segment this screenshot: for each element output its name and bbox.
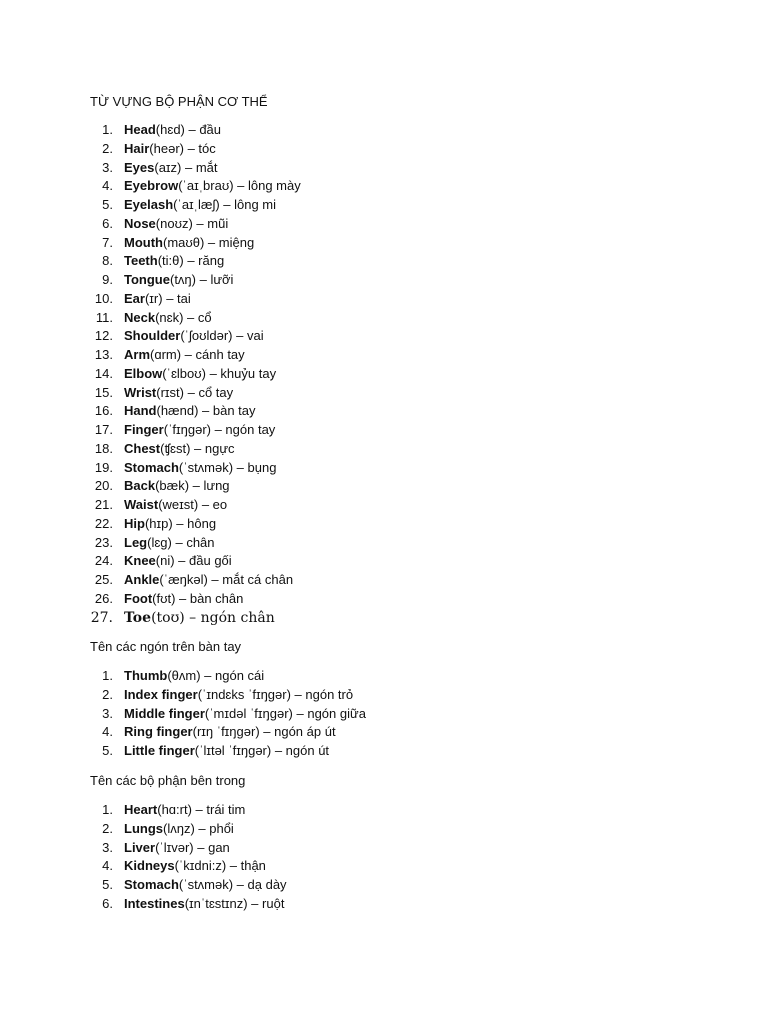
item-number: 12. — [94, 328, 113, 344]
item-term: Eyebrow — [124, 178, 179, 194]
item-definition: (tʌŋ) – lưỡi — [169, 272, 234, 287]
list-item — [0, 271, 301, 290]
item-number: 6. — [102, 895, 113, 911]
item-term: Lungs — [124, 820, 163, 836]
list-item — [0, 876, 287, 895]
list-item — [0, 515, 301, 534]
item-definition: (nɛk) – cổ — [155, 309, 212, 325]
item-term: Thumb — [124, 668, 168, 683]
item-number: 16. — [94, 403, 113, 419]
list-item — [0, 234, 301, 253]
item-term: Little finger — [124, 743, 195, 758]
list-item — [0, 686, 366, 705]
item-number: 3. — [102, 705, 113, 721]
list-item — [0, 309, 301, 328]
list-item — [0, 290, 301, 309]
list-item — [0, 459, 301, 478]
item-definition: (aɪz) – mắt — [154, 159, 218, 175]
item-number: 4. — [102, 178, 113, 194]
item-number: 21. — [94, 497, 113, 512]
item-number: 26. — [94, 590, 113, 606]
item-definition: (ˈɛlboʊ) – khuỷu tay — [162, 365, 277, 381]
item-number: 11. — [95, 309, 113, 325]
item-term: Waist — [124, 497, 159, 512]
item-term: Toe — [124, 609, 152, 626]
item-term: Head — [124, 122, 156, 137]
item-term: Kidneys — [124, 858, 175, 874]
item-number: 17. — [94, 422, 113, 437]
list-item — [0, 801, 287, 820]
item-term: Heart — [124, 802, 158, 817]
item-definition: (hænd) – bàn tay — [156, 403, 256, 419]
list-item — [0, 742, 366, 761]
item-definition: (bæk) – lưng — [155, 478, 230, 494]
item-term: Mouth — [124, 234, 163, 250]
fingers-list — [0, 667, 366, 761]
item-definition: (ˈaɪˌlæʃ) – lông mi — [173, 197, 277, 212]
item-definition: (ˈɪndɛks ˈfɪŋgər) – ngón trỏ — [197, 686, 354, 702]
item-definition: (ˈfɪŋgər) – ngón tay — [163, 422, 276, 437]
item-term: Foot — [124, 590, 153, 606]
list-item — [0, 159, 301, 178]
item-definition: (ˈæŋkəl) – mắt cá chân — [159, 572, 294, 587]
item-term: Eyelash — [124, 197, 174, 212]
item-number: 5. — [102, 877, 113, 892]
item-definition: (ˈkɪdni:z) – thận — [174, 858, 266, 874]
list-item — [0, 895, 287, 914]
item-number: 3. — [102, 839, 113, 855]
item-definition: (hɑ:rt) – trái tim — [157, 802, 246, 817]
list-item — [0, 440, 301, 459]
list-item — [0, 667, 366, 686]
item-term: Shoulder — [124, 328, 181, 344]
item-term: Ear — [124, 290, 145, 306]
section-heading-fingers: Tên các ngón trên bàn tay — [90, 639, 242, 654]
item-number: 4. — [102, 858, 113, 874]
list-item — [0, 552, 301, 571]
item-term: Chest — [124, 440, 161, 456]
item-number: 20. — [94, 478, 113, 494]
item-number: 1. — [102, 668, 113, 683]
item-definition: (rɪŋ ˈfɪŋgər) – ngón áp út — [192, 724, 336, 740]
item-definition: (hɛd) – đầu — [155, 122, 222, 137]
item-definition: (ˈlɪtəl ˈfɪŋgər) – ngón út — [194, 743, 330, 758]
item-definition: (heər) – tóc — [149, 140, 216, 156]
list-item — [0, 327, 301, 346]
item-number: 27. — [90, 609, 113, 626]
list-item — [0, 609, 301, 628]
list-item — [0, 477, 301, 496]
item-number: 5. — [102, 197, 113, 212]
item-definition: (ʧɛst) – ngực — [160, 440, 235, 456]
item-number: 3. — [102, 159, 113, 175]
list-item — [0, 402, 301, 421]
item-number: 25. — [94, 572, 113, 587]
list-item — [0, 196, 301, 215]
list-item — [0, 346, 301, 365]
item-definition: (weɪst) – eo — [158, 497, 228, 512]
item-term: Middle finger — [124, 705, 205, 721]
list-item — [0, 723, 366, 742]
list-item — [0, 820, 287, 839]
item-number: 1. — [102, 802, 113, 817]
item-definition: (ˈstʌmək) – dạ dày — [178, 877, 287, 892]
list-item — [0, 590, 301, 609]
item-definition: (ɪr) – tai — [144, 290, 191, 306]
item-term: Hip — [124, 515, 145, 531]
item-term: Neck — [124, 309, 156, 325]
item-definition: (θʌm) – ngón cái — [167, 668, 265, 683]
list-item — [0, 571, 301, 590]
item-number: 10. — [94, 290, 113, 306]
list-item — [0, 177, 301, 196]
item-number: 2. — [102, 140, 113, 156]
item-number: 23. — [94, 534, 113, 550]
item-definition: (ɪnˈtɛstɪnz) – ruột — [184, 895, 285, 911]
section-heading-internal-organs: Tên các bộ phận bên trong — [90, 773, 246, 788]
item-term: Knee — [124, 553, 156, 569]
item-definition: (ˈmɪdəl ˈfɪŋgər) – ngón giữa — [204, 705, 366, 721]
item-number: 4. — [102, 724, 113, 740]
item-term: Eyes — [124, 159, 155, 175]
item-definition: (lʌŋz) – phổi — [163, 820, 234, 836]
item-definition: (hɪp) – hông — [144, 515, 217, 531]
item-definition: (fʊt) – bàn chân — [152, 590, 244, 606]
item-number: 2. — [102, 820, 113, 836]
item-term: Stomach — [124, 459, 179, 475]
item-definition: (ˈʃoʊldər) – vai — [180, 328, 264, 344]
item-number: 22. — [94, 515, 113, 531]
item-number: 1. — [102, 122, 113, 137]
item-term: Hand — [124, 403, 157, 419]
item-number: 14. — [94, 365, 113, 381]
item-term: Nose — [124, 215, 156, 231]
list-item — [0, 252, 301, 271]
item-term: Arm — [124, 347, 151, 362]
list-item — [0, 839, 287, 858]
item-number: 5. — [102, 743, 113, 758]
item-term: Leg — [124, 534, 148, 550]
item-term: Teeth — [124, 253, 158, 269]
item-term: Ankle — [124, 572, 160, 587]
item-definition: (ˈaɪˌbraʊ) – lông mày — [178, 178, 301, 194]
list-item — [0, 496, 301, 515]
item-definition: (ɑrm) – cánh tay — [150, 347, 245, 362]
item-term: Stomach — [124, 877, 179, 892]
item-number: 6. — [102, 215, 113, 231]
item-definition: (toʊ) – ngón chân — [151, 609, 275, 626]
list-item — [0, 384, 301, 403]
item-number: 15. — [94, 384, 113, 400]
item-term: Index finger — [124, 686, 198, 702]
list-item — [0, 121, 301, 140]
item-number: 7. — [102, 234, 113, 250]
item-term: Ring finger — [124, 724, 193, 740]
item-term: Intestines — [124, 895, 185, 911]
list-item — [0, 365, 301, 384]
list-item — [0, 140, 301, 159]
list-item — [0, 215, 301, 234]
list-item — [0, 534, 301, 553]
item-definition: (ni) – đầu gối — [155, 553, 232, 569]
item-term: Tongue — [124, 272, 170, 287]
item-definition: (noʊz) – mũi — [155, 215, 229, 231]
item-number: 13. — [94, 347, 113, 362]
item-term: Liver — [124, 839, 156, 855]
list-item — [0, 421, 301, 440]
item-term: Hair — [124, 140, 150, 156]
list-item — [0, 857, 287, 876]
item-number: 9. — [102, 272, 113, 287]
item-number: 18. — [94, 440, 113, 456]
list-item — [0, 705, 366, 724]
item-definition: (ˈlɪvər) – gan — [155, 839, 230, 855]
body-parts-list — [0, 121, 301, 627]
item-number: 2. — [102, 686, 113, 702]
item-number: 24. — [94, 553, 113, 569]
item-definition: (lɛg) – chân — [147, 534, 215, 550]
item-term: Back — [124, 478, 156, 494]
item-definition: (ti:θ) – răng — [157, 253, 225, 269]
item-term: Elbow — [124, 365, 163, 381]
item-number: 8. — [102, 253, 113, 269]
item-term: Finger — [124, 422, 164, 437]
item-definition: (rɪst) – cổ tay — [156, 384, 234, 400]
item-definition: (maʊθ) – miệng — [162, 234, 255, 250]
section-heading-body-parts: TỪ VỰNG BỘ PHẬN CƠ THỂ — [90, 94, 268, 109]
item-definition: (ˈstʌmək) – bụng — [178, 459, 277, 475]
item-term: Wrist — [124, 384, 157, 400]
internal-organs-list — [0, 801, 287, 914]
item-number: 19. — [94, 459, 113, 475]
